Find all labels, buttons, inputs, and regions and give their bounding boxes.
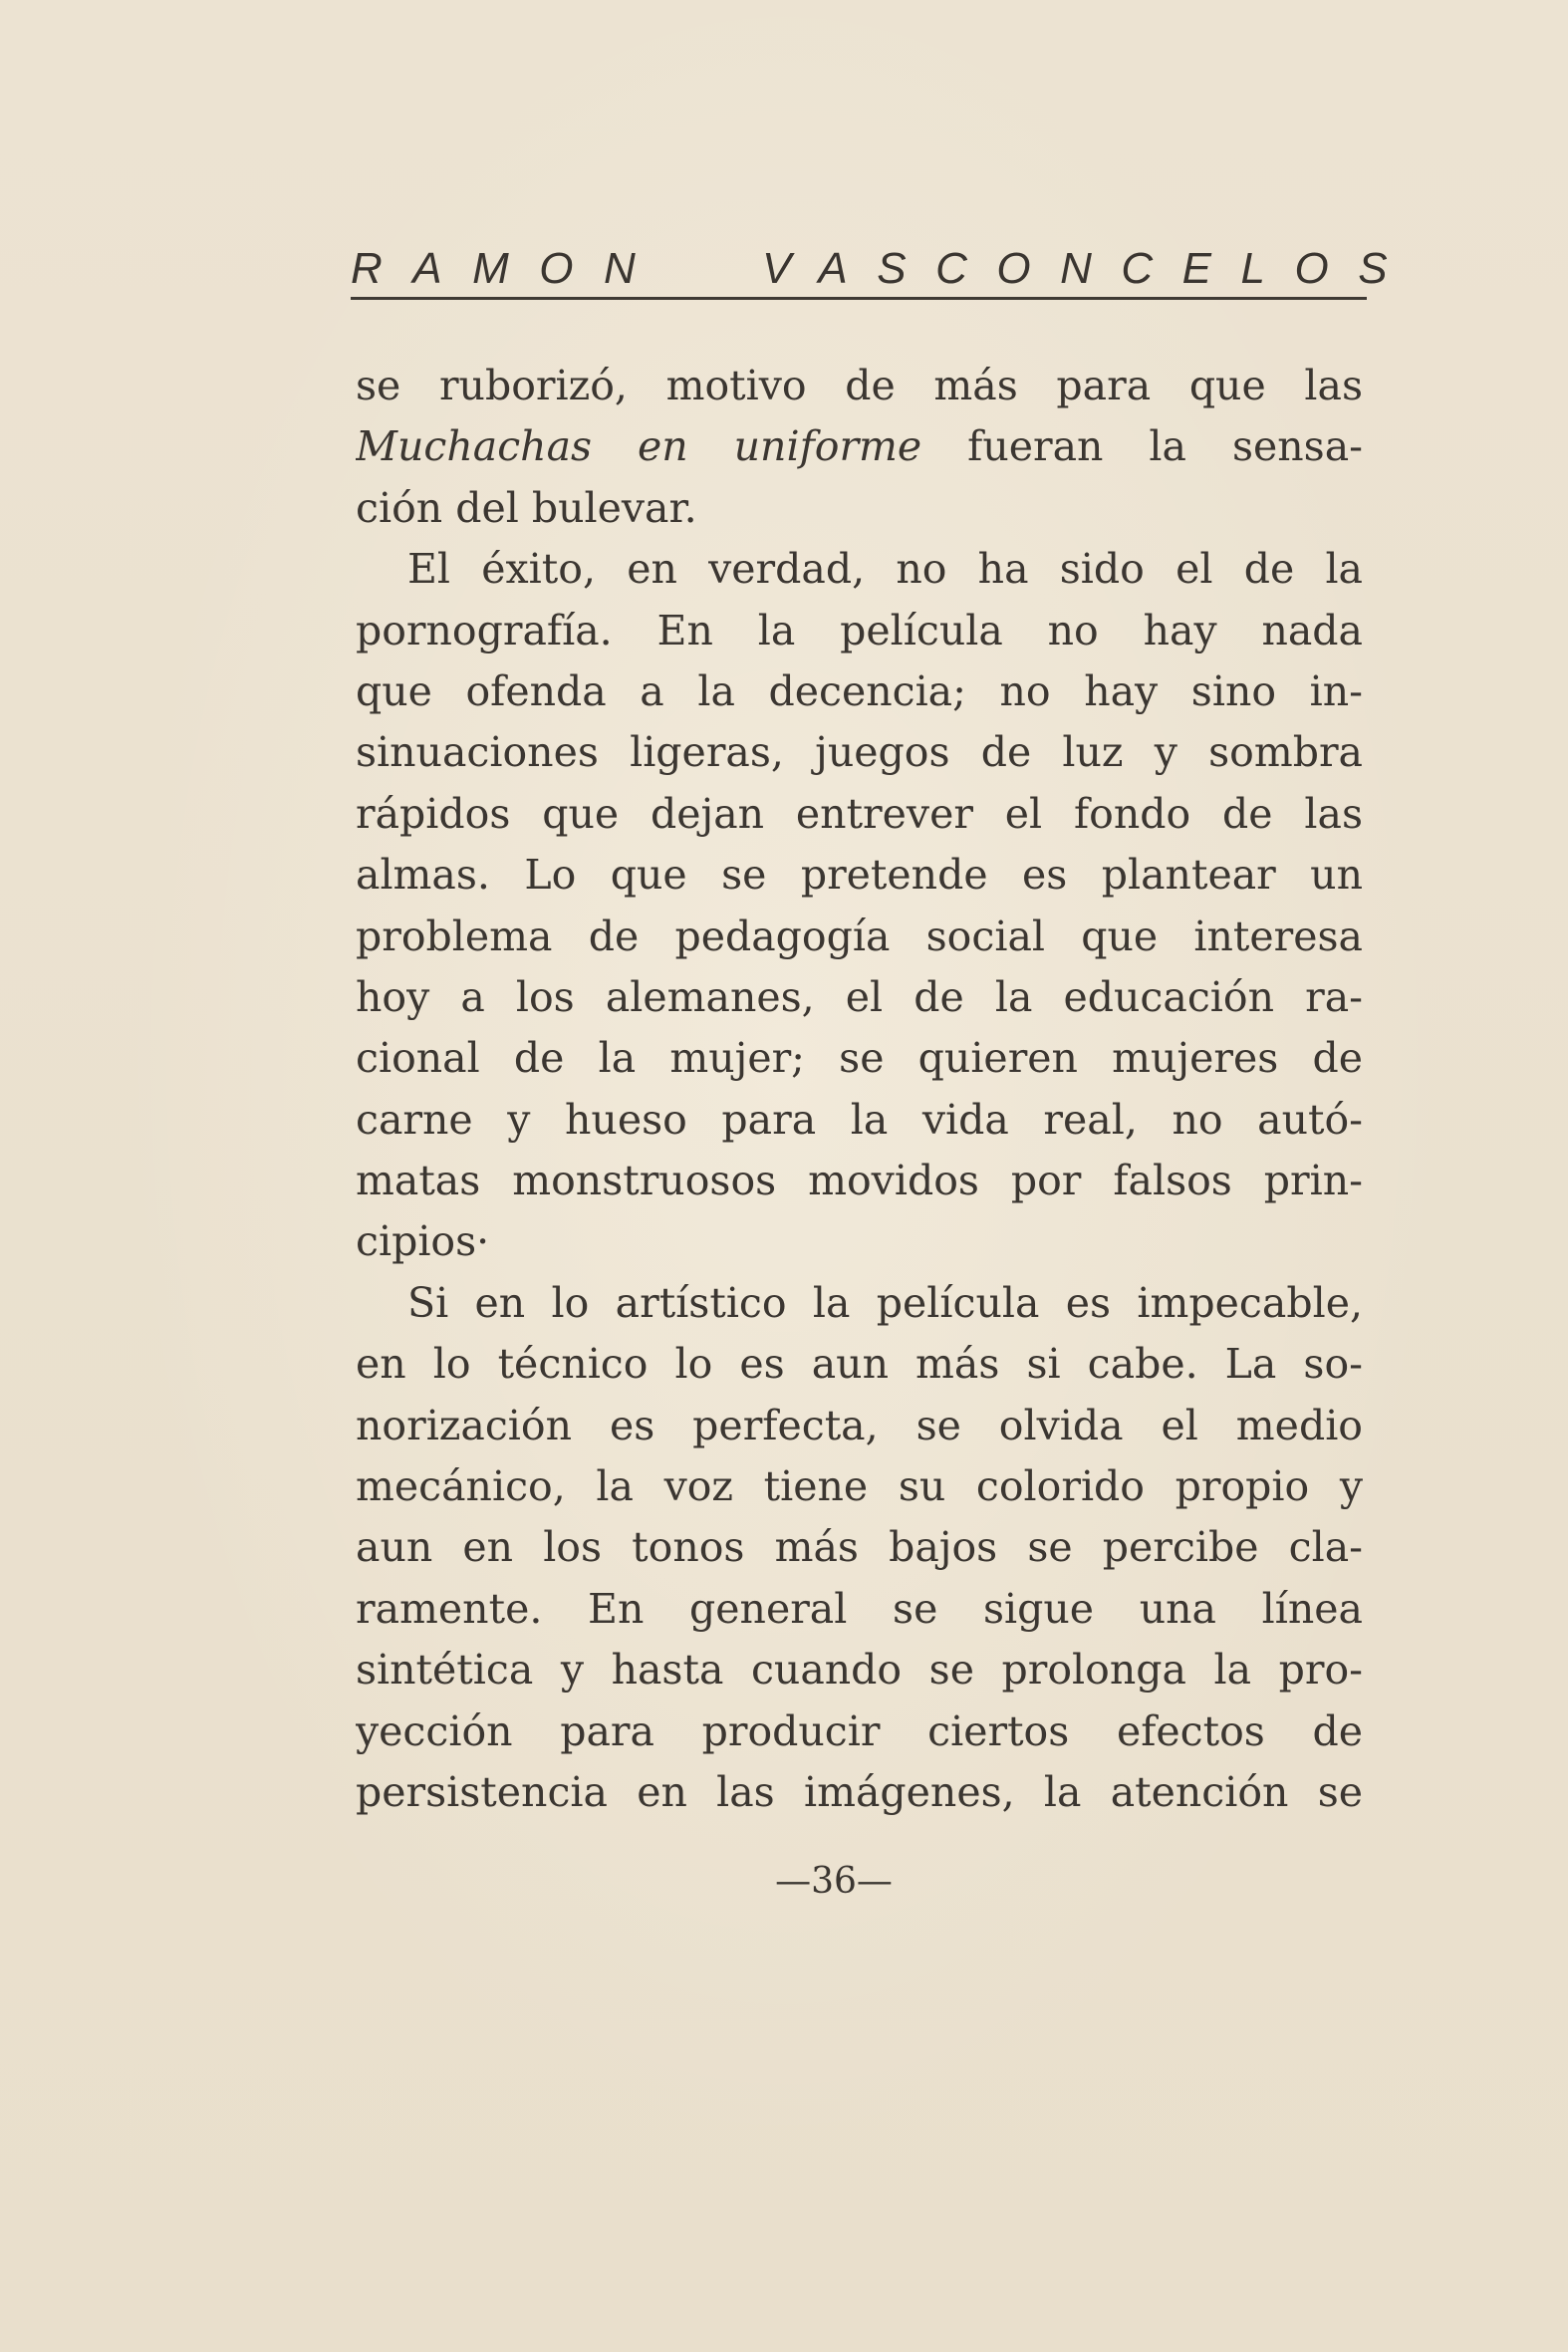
text-line: se ruborizó, motivo de más para que las bbox=[356, 362, 1363, 409]
text-line: aun en los tonos más bajos se percibe cla- bbox=[356, 1523, 1363, 1572]
text-line: sintética y hasta cuando se prolonga la pro- bbox=[356, 1646, 1363, 1695]
header-rule bbox=[351, 297, 1367, 300]
text-line: yección para producir ciertos efectos de bbox=[356, 1706, 1363, 1755]
text-line: cional de la mujer; se quieren mujeres de bbox=[356, 1034, 1363, 1083]
text-line: Si en lo artístico la película es impecable, bbox=[407, 1278, 1363, 1327]
film-title: Muchachas en uniforme bbox=[356, 422, 922, 471]
text-line: almas. Lo que se pretende es plantear un bbox=[356, 851, 1363, 900]
text-line: El éxito, en verdad, no ha sido el de la bbox=[407, 545, 1363, 594]
body-text bbox=[356, 356, 1363, 1823]
text-line: mecánico, la voz tiene su colorido propio y bbox=[356, 1462, 1363, 1511]
text-line: persistencia en las imágenes, la atención se bbox=[356, 1767, 1363, 1816]
text-line: que ofenda a la decencia; no hay sino in- bbox=[356, 666, 1363, 715]
text-line: carne y hueso para la vida real, no autó- bbox=[356, 1095, 1363, 1144]
text-line: cipios· bbox=[356, 1217, 490, 1266]
text-line: ción del bulevar. bbox=[356, 483, 697, 532]
author-last-name: VASCONCELOS bbox=[762, 244, 1418, 293]
author-first-name: RAMON bbox=[351, 244, 666, 293]
text-line: rápidos que dejan entrever el fondo de las bbox=[356, 789, 1363, 838]
running-head bbox=[351, 234, 1418, 304]
text-line: pornografía. En la película no hay nada bbox=[356, 606, 1363, 654]
text-line-rest: fueran la sensa- bbox=[967, 422, 1363, 471]
text-line: norización es perfecta, se olvida el medio bbox=[356, 1401, 1363, 1449]
page-number: —36— bbox=[775, 1861, 893, 1902]
text-line: sinuaciones ligeras, juegos de luz y sombra bbox=[356, 728, 1363, 777]
text-line: matas monstruosos movidos por falsos prin- bbox=[356, 1157, 1363, 1205]
text-line: en lo técnico lo es aun más si cabe. La so- bbox=[356, 1340, 1363, 1389]
text-line: problema de pedagogía social que interesa bbox=[356, 912, 1363, 960]
text-line bbox=[356, 416, 1363, 477]
text-line: ramente. En general se sigue una línea bbox=[356, 1584, 1363, 1633]
text-line: hoy a los alemanes, el de la educación ra- bbox=[356, 972, 1363, 1021]
